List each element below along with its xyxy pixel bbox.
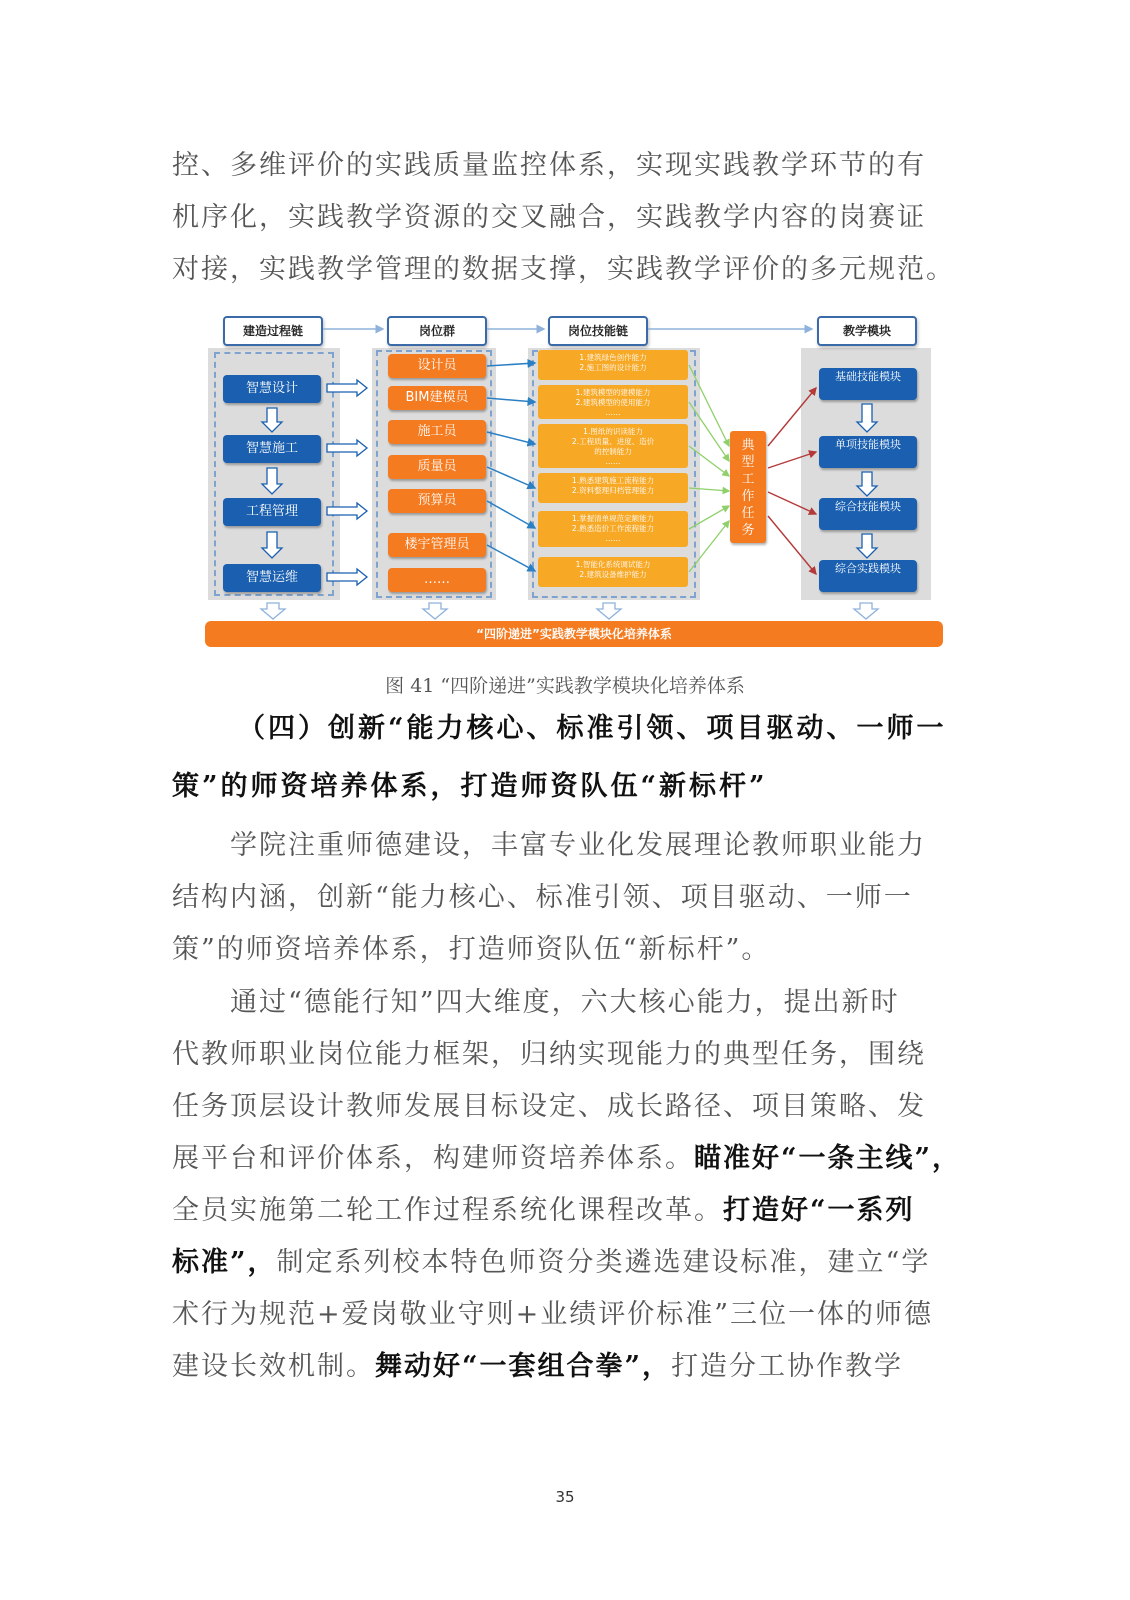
position-item: 质量员 <box>388 455 486 479</box>
text-line: 任务顶层设计教师发展目标设定、成长路径、项目策略、发 <box>172 1091 926 1122</box>
skill-item: 1.熟悉建筑施工流程能力 2.资料整理归档管理能力 <box>538 473 688 503</box>
text-line: 代教师职业岗位能力框架，归纳实现能力的典型任务，围绕 <box>172 1039 926 1070</box>
text-line: 对接，实践教学管理的数据支撑，实践教学评价的多元规范。 <box>172 254 955 285</box>
skill-item: 1.图纸的识读能力 2.工程质量、进度、造价 的控制能力 …… <box>538 424 688 468</box>
header-modules: 教学模块 <box>817 316 917 346</box>
position-item: 预算员 <box>388 489 486 513</box>
text-line: 结构内涵，创新“能力核心、标准引领、项目驱动、一师一 <box>172 882 913 913</box>
module-item: 综合技能模块 <box>819 498 917 530</box>
skill-item: 1.建筑模型的建模能力 2.建筑模型的使用能力 …… <box>538 385 688 419</box>
skill-item: 1.智能化系统调试能力 2.建筑设备维护能力 <box>538 557 688 587</box>
header-skills: 岗位技能链 <box>548 316 648 346</box>
text-line: 策”的师资培养体系，打造师资队伍“新标杆”。 <box>172 934 771 965</box>
chain-item: 智慧设计 <box>223 375 321 403</box>
module-item: 基础技能模块 <box>819 368 917 400</box>
text-line: 通过“德能行知”四大维度，六大核心能力，提出新时 <box>230 987 900 1018</box>
module-item: 单项技能模块 <box>819 436 917 468</box>
text-line: 展平台和评价体系，构建师资培养体系。瞄准好“一条主线”， <box>172 1143 962 1174</box>
typical-task-box: 典型工作任务 <box>730 431 766 543</box>
emphasis: 舞动好“一套组合拳”， <box>375 1351 672 1382</box>
position-item: 施工员 <box>388 420 486 444</box>
figure-caption: 图 41 “四阶递进”实践教学模块化培养体系 <box>385 675 745 697</box>
chain-item: 工程管理 <box>223 498 321 526</box>
text-line: 学院注重师德建设，丰富专业化发展理论教师职业能力 <box>230 830 926 861</box>
text-line: 术行为规范+爱岗敬业守则+业绩评价标准”三位一体的师德 <box>172 1299 934 1330</box>
module-item: 综合实践模块 <box>819 560 917 592</box>
skill-item: 1.掌握清单规范定额能力 2.熟悉造价工作流程能力 …… <box>538 511 688 547</box>
heading-line: （四）创新“能力核心、标准引领、项目驱动、一师一 <box>238 713 947 744</box>
system-banner: “四阶递进”实践教学模块化培养体系 <box>205 621 943 647</box>
chain-item: 智慧施工 <box>223 435 321 463</box>
header-positions: 岗位群 <box>387 316 487 346</box>
text-line: 全员实施第二轮工作过程系统化课程改革。打造好“一系列 <box>172 1195 915 1226</box>
text-line: 标准”，制定系列校本特色师资分类遴选建设标准，建立“学 <box>172 1247 931 1278</box>
text-line: 机序化，实践教学资源的交叉融合，实践教学内容的岗赛证 <box>172 202 926 233</box>
text-line: 建设长效机制。舞动好“一套组合拳”，打造分工协作教学 <box>172 1351 904 1382</box>
chain-item: 智慧运维 <box>223 564 321 592</box>
position-item: …… <box>388 568 486 592</box>
emphasis: 打造好“一系列 <box>723 1195 915 1226</box>
emphasis: 瞄准好“一条主线”， <box>694 1143 962 1174</box>
position-item: 设计员 <box>388 354 486 378</box>
diagram-arrows <box>205 316 945 656</box>
position-item: BIM建模员 <box>388 386 486 410</box>
page-number: 35 <box>555 1488 575 1506</box>
intro-paragraph <box>172 140 962 296</box>
paragraph-1 <box>172 820 962 976</box>
paragraph-2 <box>172 977 962 1393</box>
skill-item: 1.建筑绿色创作能力 2.施工图的设计能力 <box>538 350 688 380</box>
header-chain: 建造过程链 <box>223 316 323 346</box>
emphasis: 标准”， <box>172 1247 277 1278</box>
training-system-diagram <box>205 316 945 656</box>
position-item: 楼宇管理员 <box>388 533 486 557</box>
text-line: 控、多维评价的实践质量监控体系，实现实践教学环节的有 <box>172 150 926 181</box>
heading-line: 策”的师资培养体系，打造师资队伍“新标杆” <box>172 771 768 802</box>
section-heading <box>172 700 962 816</box>
